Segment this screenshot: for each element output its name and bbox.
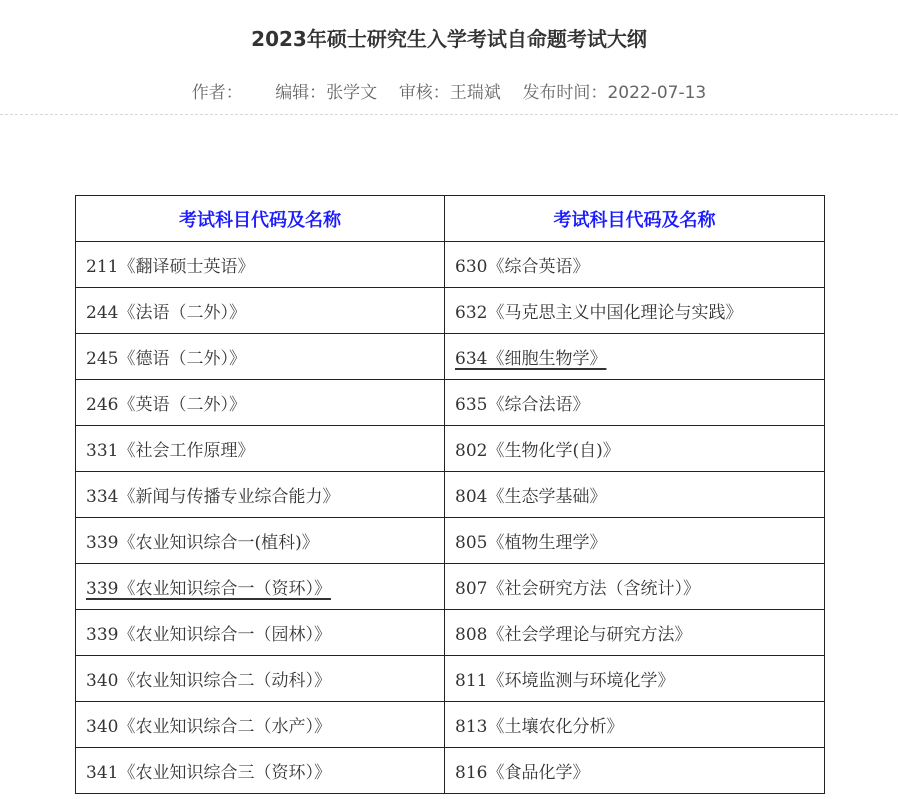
subject-text: 811《环境监测与环境化学》 <box>455 671 675 691</box>
subject-cell-right <box>445 242 825 288</box>
subject-text: 635《综合法语》 <box>455 395 590 415</box>
subject-cell-left <box>76 748 445 794</box>
table-row <box>76 564 825 610</box>
editor-label: 编辑： <box>275 83 327 103</box>
subject-cell-right <box>445 610 825 656</box>
subject-link[interactable]: 634《细胞生物学》 <box>455 349 607 369</box>
subject-text: 630《综合英语》 <box>455 257 590 277</box>
table-row <box>76 380 825 426</box>
subject-link[interactable]: 339《农业知识综合一（资环）》 <box>86 579 331 599</box>
editor-value: 张学文 <box>326 83 378 103</box>
subject-text: 632《马克思主义中国化理论与实践》 <box>455 303 743 323</box>
publish-date-value: 2022-07-13 <box>607 83 707 103</box>
table-row <box>76 748 825 794</box>
subject-text: 339《农业知识综合一（园林）》 <box>86 625 331 645</box>
subject-cell-left <box>76 518 445 564</box>
author-label: 作者： <box>191 83 243 103</box>
column-header-right: 考试科目代码及名称 <box>445 196 825 242</box>
subject-text: 804《生态学基础》 <box>455 487 607 507</box>
subject-text: 808《社会学理论与研究方法》 <box>455 625 692 645</box>
subject-text: 807《社会研究方法（含统计）》 <box>455 579 700 599</box>
table-row <box>76 610 825 656</box>
table-row <box>76 702 825 748</box>
subject-text: 816《食品化学》 <box>455 763 590 783</box>
subject-cell-right <box>445 702 825 748</box>
subject-cell-right <box>445 518 825 564</box>
subject-cell-right <box>445 564 825 610</box>
article-title: 2023年硕士研究生入学考试自命题考试大纲 <box>251 27 647 51</box>
column-header-left: 考试科目代码及名称 <box>76 196 445 242</box>
subject-text: 245《德语（二外）》 <box>86 349 246 369</box>
subject-text: 340《农业知识综合二（动科）》 <box>86 671 331 691</box>
reviewer-value: 王瑞斌 <box>449 83 501 103</box>
subject-cell-left <box>76 656 445 702</box>
table-row <box>76 656 825 702</box>
subject-text: 339《农业知识综合一(植科)》 <box>86 533 319 553</box>
subject-cell-right <box>445 426 825 472</box>
subject-text: 211《翻译硕士英语》 <box>86 257 255 277</box>
subject-cell-left <box>76 288 445 334</box>
table-row <box>76 242 825 288</box>
header-divider <box>0 114 898 115</box>
subject-cell-right <box>445 748 825 794</box>
subject-cell-right <box>445 656 825 702</box>
subject-text: 331《社会工作原理》 <box>86 441 255 461</box>
subject-text: 334《新闻与传播专业综合能力》 <box>86 487 340 507</box>
subject-text: 813《土壤农化分析》 <box>455 717 624 737</box>
subject-cell-right <box>445 334 825 380</box>
subject-cell-left <box>76 564 445 610</box>
subject-cell-left <box>76 426 445 472</box>
subject-cell-right <box>445 288 825 334</box>
subject-cell-right <box>445 472 825 518</box>
table-row <box>76 288 825 334</box>
subject-text: 802《生物化学(自)》 <box>455 441 620 461</box>
subject-cell-left <box>76 380 445 426</box>
subject-text: 805《植物生理学》 <box>455 533 607 553</box>
subject-text: 341《农业知识综合三（资环）》 <box>86 763 331 783</box>
subject-cell-left <box>76 610 445 656</box>
table-row <box>76 472 825 518</box>
subject-cell-left <box>76 472 445 518</box>
table-header-row <box>76 196 825 242</box>
table-row <box>76 334 825 380</box>
subject-cell-left <box>76 334 445 380</box>
subject-cell-left <box>76 702 445 748</box>
subjects-table <box>75 195 825 794</box>
article-meta <box>0 80 898 106</box>
table-row <box>76 518 825 564</box>
subject-text: 340《农业知识综合二（水产）》 <box>86 717 331 737</box>
subject-cell-right <box>445 380 825 426</box>
subject-text: 244《法语（二外）》 <box>86 303 246 323</box>
reviewer-label: 审核： <box>398 83 450 103</box>
table-row <box>76 426 825 472</box>
subject-text: 246《英语（二外）》 <box>86 395 246 415</box>
subject-cell-left <box>76 242 445 288</box>
publish-date-label: 发布时间： <box>522 83 608 103</box>
